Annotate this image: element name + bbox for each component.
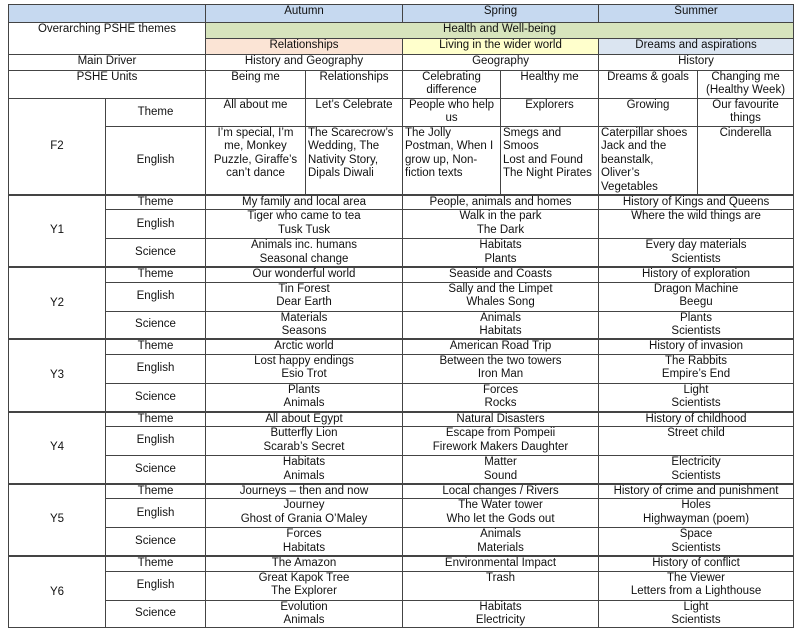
year-row-science xyxy=(9,528,794,556)
english-cell: Escape from Pompeii Firework Makers Daughter xyxy=(403,427,599,456)
science-cell: Habitats Plants xyxy=(403,239,599,267)
science-cell: Habitats Animals xyxy=(206,456,403,484)
pshe-theme-autumn: Relationships xyxy=(206,39,403,55)
science-cell: Plants Animals xyxy=(206,383,403,411)
english-cell: Where the wild things are xyxy=(599,210,794,239)
row-label: English xyxy=(106,571,206,600)
science-cell: Materials Seasons xyxy=(206,311,403,339)
pshe-overall-theme: Health and Well-being xyxy=(206,23,794,39)
year-row-english xyxy=(9,571,794,600)
theme-cell: Local changes / Rivers xyxy=(403,484,599,499)
row-label: Science xyxy=(106,239,206,267)
theme-cell: American Road Trip xyxy=(403,339,599,354)
science-cell: Matter Sound xyxy=(403,456,599,484)
season-summer: Summer xyxy=(599,5,794,23)
year-label: Y3 xyxy=(9,339,106,411)
year-row-english xyxy=(9,210,794,239)
science-cell: Animals Habitats xyxy=(403,311,599,339)
english-cell: Journey Ghost of Grania O’Maley xyxy=(206,499,403,528)
f2-theme-cell: Growing xyxy=(599,99,698,127)
year-label: Y2 xyxy=(9,267,106,339)
science-cell: Every day materials Scientists xyxy=(599,239,794,267)
row-label: Theme xyxy=(106,412,206,427)
pshe-units-label: PSHE Units xyxy=(9,71,206,99)
year-row-english xyxy=(9,499,794,528)
year-row-theme xyxy=(9,339,794,354)
f2-theme-cell: Our favourite things xyxy=(698,99,794,127)
science-cell: Forces Rocks xyxy=(403,383,599,411)
f2-english-cell: The Jolly Postman, When I grow up, Non-fiction texts xyxy=(403,127,501,196)
theme-cell: People, animals and homes xyxy=(403,195,599,210)
row-label: English xyxy=(106,499,206,528)
theme-cell: Arctic world xyxy=(206,339,403,354)
row-label: Theme xyxy=(106,195,206,210)
theme-cell: History of crime and punishment xyxy=(599,484,794,499)
english-cell: Butterfly Lion Scarab’s Secret xyxy=(206,427,403,456)
season-autumn: Autumn xyxy=(206,5,403,23)
year-row-theme xyxy=(9,556,794,571)
row-label: Science xyxy=(106,600,206,628)
f2-english-cell: Cinderella xyxy=(698,127,794,196)
season-spring: Spring xyxy=(403,5,599,23)
year-label: Y6 xyxy=(9,556,106,628)
science-cell: Animals Materials xyxy=(403,528,599,556)
pshe-unit: Dreams & goals xyxy=(599,71,698,99)
theme-cell: History of invasion xyxy=(599,339,794,354)
row-label: English xyxy=(106,210,206,239)
pshe-unit: Relationships xyxy=(306,71,403,99)
english-cell: The Water tower Who let the Gods out xyxy=(403,499,599,528)
row-label: Theme xyxy=(106,556,206,571)
row-label: Science xyxy=(106,383,206,411)
pshe-theme-summer: Dreams and aspirations xyxy=(599,39,794,55)
row-label: Science xyxy=(106,456,206,484)
year-row-english xyxy=(9,282,794,311)
f2-english-cell: The Scarecrow’s Wedding, The Nativity Story, Dipals Diwali xyxy=(306,127,403,196)
year-row-science xyxy=(9,456,794,484)
row-label: English xyxy=(106,354,206,383)
theme-cell: Environmental Impact xyxy=(403,556,599,571)
f2-english-cell: Smegs and Smoos Lost and Found The Night Pirates xyxy=(501,127,599,196)
science-cell: Habitats Electricity xyxy=(403,600,599,628)
year-row-theme xyxy=(9,267,794,282)
year-label: F2 xyxy=(9,99,106,196)
pshe-unit: Being me xyxy=(206,71,306,99)
science-cell: Space Scientists xyxy=(599,528,794,556)
theme-cell: History of childhood xyxy=(599,412,794,427)
english-cell: Trash xyxy=(403,571,599,600)
english-cell: Great Kapok Tree The Explorer xyxy=(206,571,403,600)
english-cell: Dragon Machine Beegu xyxy=(599,282,794,311)
science-cell: Forces Habitats xyxy=(206,528,403,556)
theme-cell: The Amazon xyxy=(206,556,403,571)
year-row-theme xyxy=(9,484,794,499)
row-label: Theme xyxy=(106,99,206,127)
corner-cell xyxy=(9,5,206,23)
year-row-english xyxy=(9,354,794,383)
year-row-science xyxy=(9,600,794,628)
year-label: Y5 xyxy=(9,484,106,556)
science-cell: Plants Scientists xyxy=(599,311,794,339)
f2-theme-cell: Explorers xyxy=(501,99,599,127)
english-cell: Between the two towers Iron Man xyxy=(403,354,599,383)
english-cell: Lost happy endings Esio Trot xyxy=(206,354,403,383)
main-driver-label: Main Driver xyxy=(9,55,206,71)
main-driver-summer: History xyxy=(599,55,794,71)
pshe-unit: Celebrating difference xyxy=(403,71,501,99)
f2-english-cell: I’m special, I’m me, Monkey Puzzle, Giraffe’s can’t dance xyxy=(206,127,306,196)
curriculum-table xyxy=(8,4,794,628)
main-driver-spring: Geography xyxy=(403,55,599,71)
english-cell: Street child xyxy=(599,427,794,456)
science-cell: Light Scientists xyxy=(599,383,794,411)
f2-theme-cell: Let’s Celebrate xyxy=(306,99,403,127)
year-label: Y4 xyxy=(9,412,106,484)
row-label: Theme xyxy=(106,339,206,354)
english-cell: The Viewer Letters from a Lighthouse xyxy=(599,571,794,600)
theme-cell: Natural Disasters xyxy=(403,412,599,427)
english-cell: Sally and the Limpet Whales Song xyxy=(403,282,599,311)
english-cell: Tin Forest Dear Earth xyxy=(206,282,403,311)
science-cell: Evolution Animals xyxy=(206,600,403,628)
english-cell: Holes Highwayman (poem) xyxy=(599,499,794,528)
theme-cell: History of conflict xyxy=(599,556,794,571)
year-row-english xyxy=(9,427,794,456)
science-cell: Animals inc. humans Seasonal change xyxy=(206,239,403,267)
english-cell: Walk in the park The Dark xyxy=(403,210,599,239)
theme-cell: Journeys – then and now xyxy=(206,484,403,499)
row-label: Theme xyxy=(106,484,206,499)
row-label: Science xyxy=(106,311,206,339)
pshe-unit: Healthy me xyxy=(501,71,599,99)
english-cell: The Rabbits Empire’s End xyxy=(599,354,794,383)
science-cell: Electricity Scientists xyxy=(599,456,794,484)
theme-cell: Our wonderful world xyxy=(206,267,403,282)
f2-theme-cell: People who help us xyxy=(403,99,501,127)
row-label: Theme xyxy=(106,267,206,282)
year-row-science xyxy=(9,239,794,267)
row-label: English xyxy=(106,427,206,456)
pshe-theme-spring: Living in the wider world xyxy=(403,39,599,55)
theme-cell: Seaside and Coasts xyxy=(403,267,599,282)
theme-cell: History of Kings and Queens xyxy=(599,195,794,210)
theme-cell: My family and local area xyxy=(206,195,403,210)
f2-theme-cell: All about me xyxy=(206,99,306,127)
row-label: Science xyxy=(106,528,206,556)
main-driver-autumn: History and Geography xyxy=(206,55,403,71)
science-cell: Light Scientists xyxy=(599,600,794,628)
f2-english-cell: Caterpillar shoes Jack and the beanstalk, Oliver’s Vegetables xyxy=(599,127,698,196)
year-row-science xyxy=(9,383,794,411)
pshe-themes-label: Overarching PSHE themes xyxy=(9,23,206,55)
year-row-theme xyxy=(9,195,794,210)
row-label: English xyxy=(106,282,206,311)
year-label: Y1 xyxy=(9,195,106,267)
year-row-theme xyxy=(9,412,794,427)
pshe-unit: Changing me (Healthy Week) xyxy=(698,71,794,99)
theme-cell: All about Egypt xyxy=(206,412,403,427)
row-label: English xyxy=(106,127,206,196)
english-cell: Tiger who came to tea Tusk Tusk xyxy=(206,210,403,239)
theme-cell: History of exploration xyxy=(599,267,794,282)
year-row-science xyxy=(9,311,794,339)
